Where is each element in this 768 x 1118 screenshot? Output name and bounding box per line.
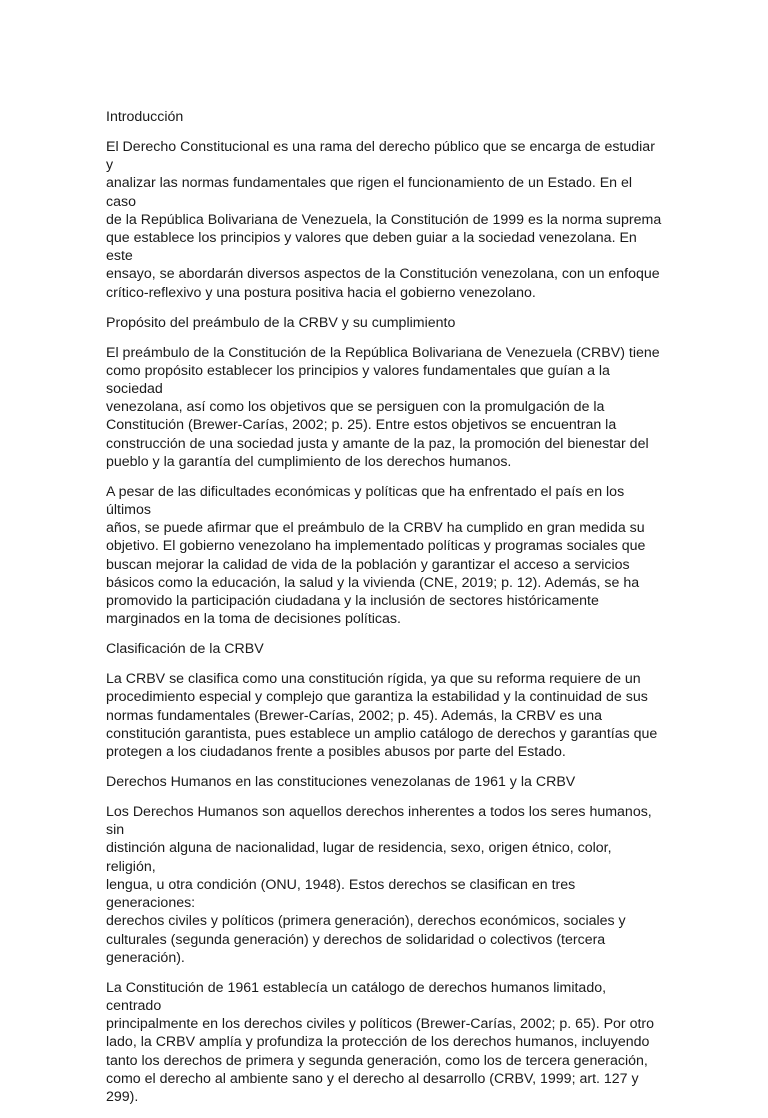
proposito-heading: Propósito del preámbulo de la CRBV y su cumplimiento xyxy=(106,314,456,331)
document-page xyxy=(106,108,662,1118)
proposito-paragraph-1: El preámbulo de la Constitución de la República Bolivariana de Venezuela (CRBV) tiene como propósito establecer los principios y valores fundamentales que guían a la sociedad venezolana, así como los objetivos que se persiguen con la promulgación de la Constitución (Brewer-Carías, 2002; p. 25). Entre estos objetivos se encuentran la construcción de una sociedad justa y amante de la paz, la promoción del bienestar del pueblo y la garantía del cumplimiento de los derechos humanos. xyxy=(106,344,660,470)
derechos-paragraph-1: Los Derechos Humanos son aquellos derechos inherentes a todos los seres humanos, sin distinción alguna de nacionalidad, lugar de residencia, sexo, origen étnico, color, religión, lengua, u otra condición (ONU, 1948). Estos derechos se clasifican en tres generaciones: derechos civiles y políticos (primera generación), derechos económicos, sociales y culturales (segunda generación) y derechos de solidaridad o colectivos (tercera generación). xyxy=(106,804,652,966)
derechos-heading: Derechos Humanos en las constituciones venezolanas de 1961 y la CRBV xyxy=(106,774,576,791)
proposito-paragraph-2: A pesar de las dificultades económicas y políticas que ha enfrentado el país en los últimos años, se puede afirmar que el preámbulo de la CRBV ha cumplido en gran medida su objetivo. El gobierno venezolano ha implementado políticas y programas sociales que buscan mejorar la calidad de vida de la población y garantizar el acceso a servicios básicos como la educación, la salud y la vivienda (CNE, 2019; p. 12). Además, se ha promovido la participación ciudadana y la inclusión de sectores históricamente marginados en la toma de decisiones políticas. xyxy=(106,483,646,628)
clasificacion-paragraph: La CRBV se clasifica como una constitución rígida, ya que su reforma requiere de un procedimiento especial y complejo que garantiza la estabilidad y la continuidad de sus normas fundamentales (Brewer-Carías, 2002; p. 45). Además, la CRBV es una constitución garantista, pues establece un amplio catálogo de derechos y garantías que protegen a los ciudadanos frente a posibles abusos por parte del Estado. xyxy=(106,671,658,761)
clasificacion-heading: Clasificación de la CRBV xyxy=(106,641,264,658)
derechos-paragraph-2: La Constitución de 1961 establecía un catálogo de derechos humanos limitado, centrado principalmente en los derechos civiles y políticos (Brewer-Carías, 2002; p. 65). Por otro lado, la CRBV amplía y profundiza la protección de los derechos humanos, incluyendo tanto los derechos de primera y segunda generación, como los de tercera generación, como el derecho al ambiente sano y el derecho al desarrollo (CRBV, 1999; art. 127 y 299). xyxy=(106,979,655,1105)
intro-paragraph: El Derecho Constitucional es una rama del derecho público que se encarga de estudiar y analizar las normas fundamentales que rigen el funcionamiento de un Estado. En el caso de la República Bolivariana de Venezuela, la Constitución de 1999 es la norma suprema que establece los principios y valores que deben guiar a la sociedad venezolana. En este ensayo, se abordarán diversos aspectos de la Constitución venezolana, con un enfoque crítico-reflexivo y una postura positiva hacia el gobierno venezolano. xyxy=(106,139,662,301)
intro-heading: Introducción xyxy=(106,109,184,125)
